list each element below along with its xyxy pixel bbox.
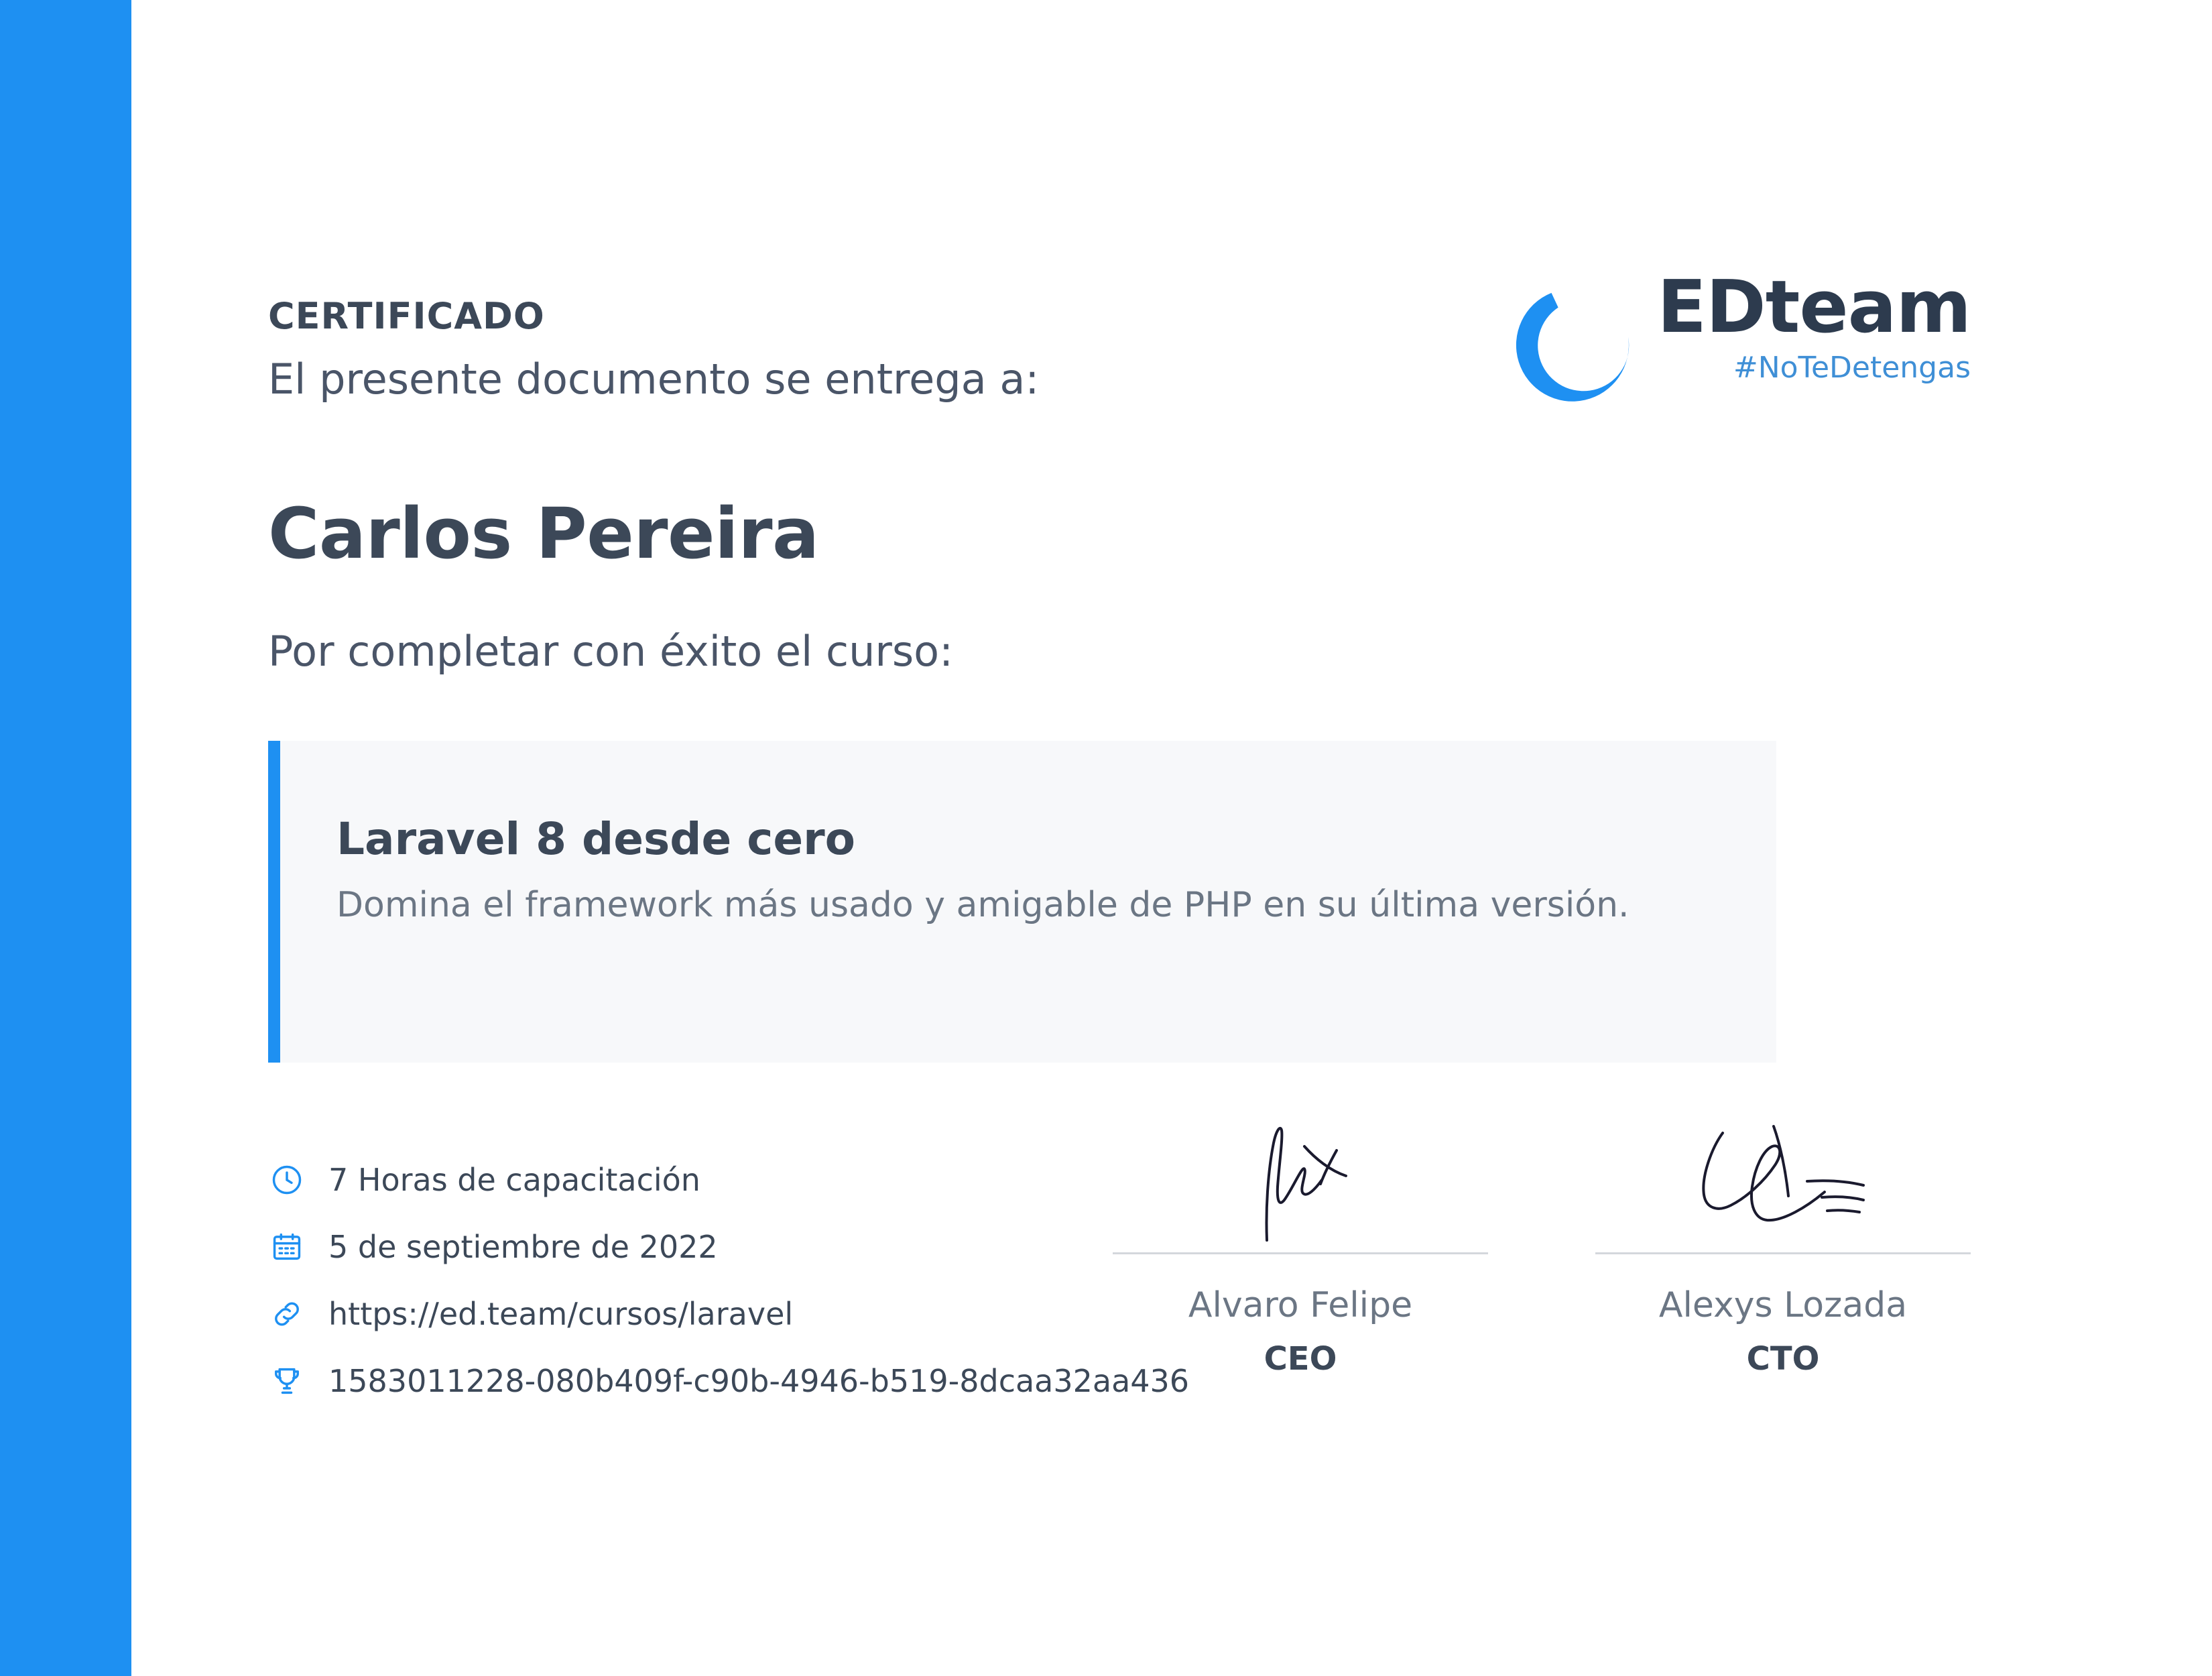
meta-row-hours bbox=[268, 1146, 1189, 1213]
signature-role-ceo: CEO bbox=[1264, 1340, 1337, 1378]
trophy-icon bbox=[268, 1362, 306, 1400]
signature-name-ceo: Alvaro Felipe bbox=[1188, 1285, 1413, 1325]
course-card bbox=[268, 741, 1776, 1063]
course-description: Domina el framework más usado y amigable de PHP en su última versión. bbox=[336, 885, 1630, 925]
edteam-circle-icon bbox=[1508, 277, 1642, 411]
recipient-name: Carlos Pereira bbox=[268, 493, 819, 575]
left-accent-bar bbox=[0, 0, 131, 1676]
signature-name-cto: Alexys Lozada bbox=[1658, 1285, 1908, 1325]
signature-line-ceo bbox=[1113, 1252, 1488, 1254]
edteam-logo-text-wrap bbox=[1657, 265, 1971, 385]
signature-image-cto bbox=[1595, 1106, 1971, 1247]
completion-line: Por completar con éxito el curso: bbox=[268, 627, 953, 676]
certificate-subtitle: El presente documento se entrega a: bbox=[268, 355, 1040, 404]
signatures-area bbox=[1113, 1106, 1971, 1378]
signature-line-cto bbox=[1595, 1252, 1971, 1254]
calendar-icon bbox=[268, 1228, 306, 1266]
link-icon bbox=[268, 1295, 306, 1333]
clock-icon bbox=[268, 1161, 306, 1199]
signature-role-cto: CTO bbox=[1746, 1340, 1820, 1378]
meta-text-url[interactable]: https://ed.team/cursos/laravel bbox=[328, 1296, 794, 1332]
certificate-label: CERTIFICADO bbox=[268, 295, 545, 337]
signature-block-cto bbox=[1595, 1106, 1971, 1378]
edteam-wordmark: EDteam bbox=[1657, 265, 1971, 349]
meta-text-code: 1583011228-080b409f-c90b-4946-b519-8dcaa32aa436 bbox=[328, 1363, 1190, 1399]
certificate-meta-list bbox=[268, 1146, 1189, 1415]
meta-text-hours: 7 Horas de capacitación bbox=[328, 1162, 700, 1198]
edteam-tagline: #NoTeDetengas bbox=[1733, 351, 1971, 385]
course-title: Laravel 8 desde cero bbox=[336, 813, 856, 865]
certificate-content bbox=[268, 0, 2091, 1676]
meta-text-date: 5 de septiembre de 2022 bbox=[328, 1229, 718, 1265]
meta-row-code bbox=[268, 1348, 1189, 1415]
meta-row-date bbox=[268, 1213, 1189, 1280]
signature-image-ceo bbox=[1113, 1106, 1488, 1247]
signature-block-ceo bbox=[1113, 1106, 1488, 1378]
edteam-logo bbox=[1508, 265, 1971, 411]
meta-row-url[interactable] bbox=[268, 1280, 1189, 1348]
